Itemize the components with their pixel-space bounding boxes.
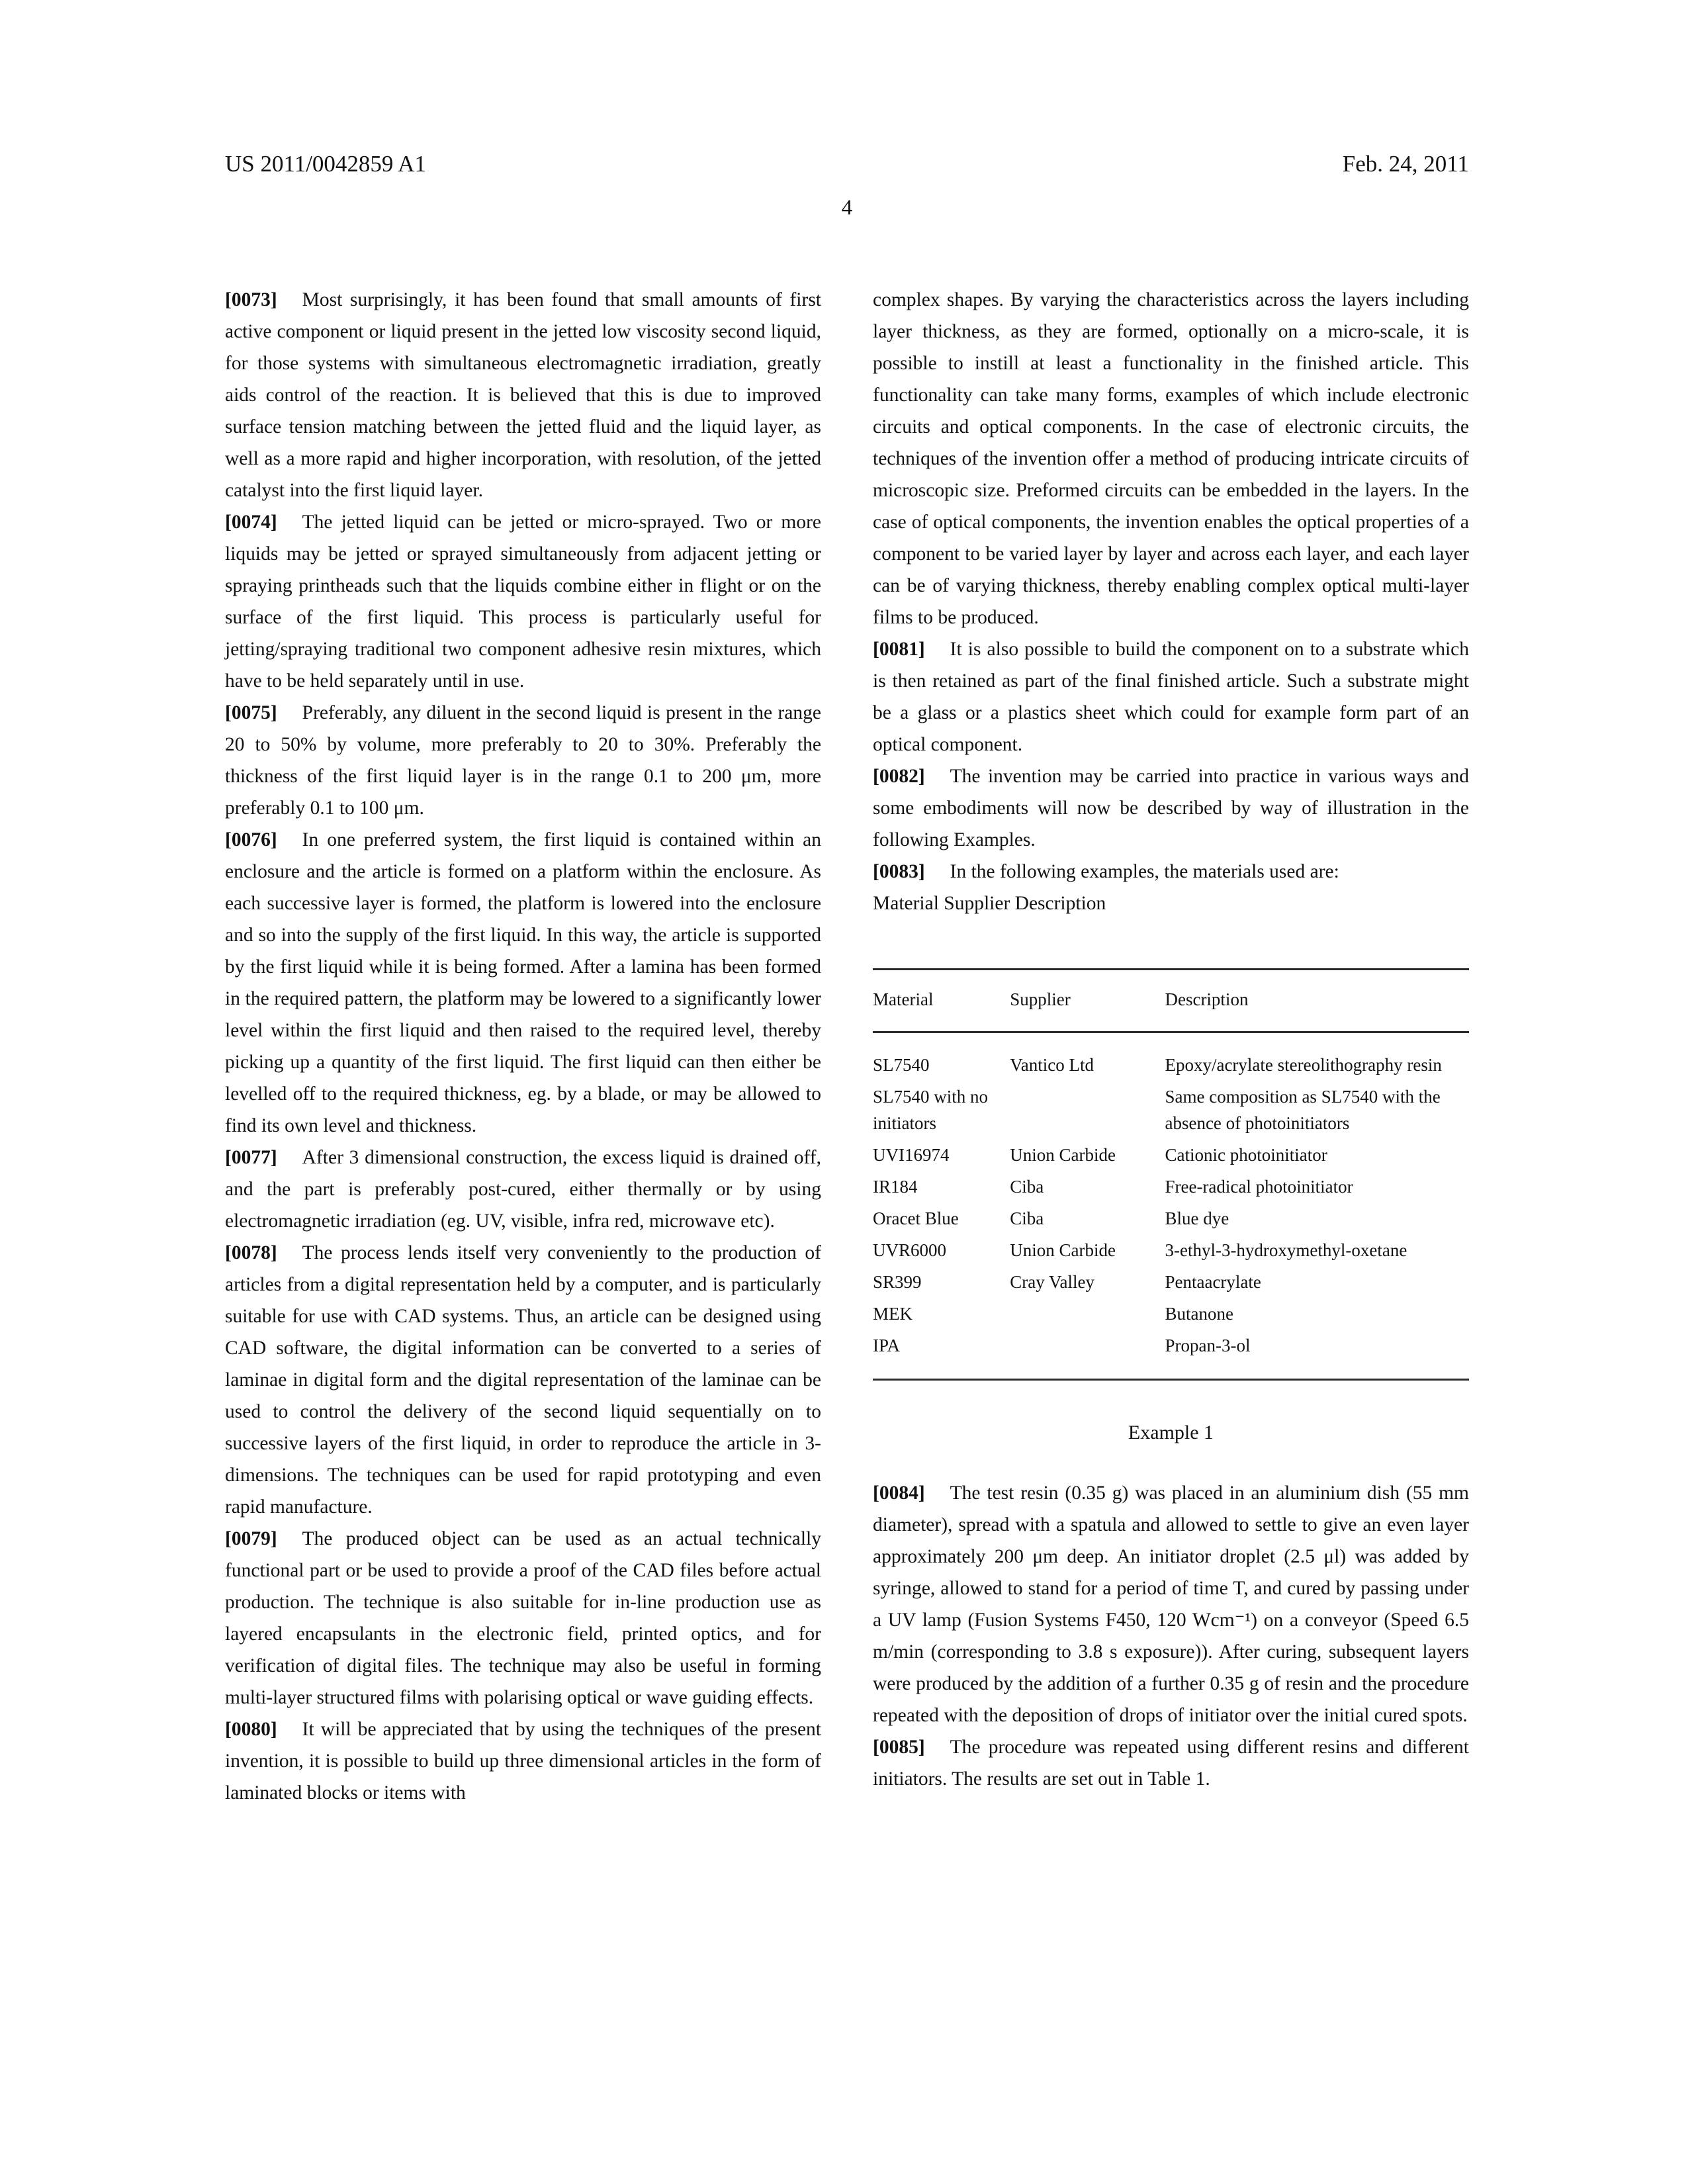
table-cell: Propan-3-ol [1165,1336,1251,1355]
table-cell [1010,1330,1165,1380]
table-cell: IPA [873,1336,901,1355]
paragraph: [0080] It will be appreciated that by using the techniques of the present invention, it is possible to build up three dimensional articles in the form of laminated blocks or items with [225,1719,821,1803]
column-header: Material [873,970,1010,1032]
paragraph: [0075] Preferably, any diluent in the second liquid is present in the range 20 to 50% by volume, more preferably to 20 to 30%. Preferably the thickness of the first liquid layer is in the range 0.1 to 200 μm, more preferably 0.1 to 100 μm. [225,702,821,819]
right-column-intro-paragraphs [873,284,1469,919]
paragraph-number: [0075] [225,702,277,723]
paragraph-number: [0073] [225,289,277,310]
table-cell: Epoxy/acrylate stereolithography resin [1165,1055,1442,1075]
paragraph-number: [0076] [225,829,277,850]
table-cell: Ciba [1010,1177,1044,1197]
paragraph-number: [0084] [873,1482,925,1504]
example-paragraphs [873,1477,1469,1795]
paragraph: [0081] It is also possible to build the component on to a substrate which is then retained as part of the final finished article. Such a substrate might be a glass or a plastics sheet which could for example form part of an optical component. [873,639,1469,755]
materials-table [873,968,1469,1381]
table-cell: UVI16974 [873,1145,950,1165]
left-column-paragraphs [225,284,821,1809]
materials-table-body [873,1032,1469,1380]
table-cell: Pentaacrylate [1165,1272,1261,1292]
table-cell: IR184 [873,1177,918,1197]
table-cell: SL7540 [873,1055,930,1075]
table-cell: Vantico Ltd [1010,1055,1094,1075]
paragraph: [0083] In the following examples, the materials used are: [873,861,1339,882]
page-header [225,151,1469,177]
table-row [873,1266,1469,1298]
table-row [873,1171,1469,1203]
paragraph: [0074] The jetted liquid can be jetted or micro-sprayed. Two or more liquids may be jetted or sprayed simultaneously from adjacent jetting or spraying printheads such that the liquids combine either in flight or on the surface of the first liquid. This process is particularly useful for jetting/spraying traditional two component adhesive resin mixtures, which have to be held separately until in use. [225,512,821,692]
two-column-body [225,284,1469,1809]
table-row [873,1139,1469,1171]
paragraph: [0077] After 3 dimensional construction, the excess liquid is drained off, and the part is preferably post-cured, either thermally or by using electromagnetic irradiation (eg. UV, visible, infra red, microwave etc). [225,1147,821,1232]
paragraph: Material Supplier Description [873,893,1106,914]
table-row [873,1203,1469,1234]
paragraph-number: [0078] [225,1242,277,1263]
table-row [873,1032,1469,1081]
example-heading: Example 1 [1128,1422,1214,1443]
table-cell: Butanone [1165,1304,1233,1324]
table-cell: Free-radical photoinitiator [1165,1177,1353,1197]
table-cell: Cray Valley [1010,1272,1094,1292]
paragraph-number: [0081] [873,639,925,660]
table-cell: SR399 [873,1272,922,1292]
patent-number: US 2011/0042859 A1 [225,151,427,177]
paragraph-number: [0079] [225,1528,277,1549]
page-number: 4 [841,196,853,220]
table-cell: Oracet Blue [873,1208,959,1228]
publication-date: Feb. 24, 2011 [1342,151,1469,177]
table-cell: UVR6000 [873,1240,947,1260]
table-cell: Ciba [1010,1208,1044,1228]
paragraph-number: [0074] [225,512,277,533]
table-cell [1010,1081,1165,1139]
table-cell: SL7540 with no initiators [873,1087,989,1133]
table-header-row [873,970,1469,1032]
right-column [873,284,1469,1809]
table-cell [1010,1298,1165,1330]
paragraph: [0079] The produced object can be used as an actual technically functional part or be used to provide a proof of the CAD files before actual production. The technique is also suitable for in-line production use as layered encapsulants in the electronic field, printed optics, and for verification of digital files. The technique may also be useful in forming multi-layer structured films with polarising optical or wave guiding effects. [225,1528,821,1708]
materials-table-head [873,970,1469,1032]
paragraph-number: [0085] [873,1737,925,1758]
materials-table-section [873,968,1469,1381]
table-cell: Union Carbide [1010,1145,1116,1165]
table-row [873,1330,1469,1380]
table-row [873,1298,1469,1330]
left-column [225,284,821,1809]
table-row [873,1081,1469,1139]
column-header: Description [1165,970,1469,1032]
paragraph-number: [0077] [225,1147,277,1168]
paragraph: [0084] The test resin (0.35 g) was placed in an aluminium dish (55 mm diameter), spread with a spatula and allowed to settle to give an even layer approximately 200 μm deep. An initiator droplet (2.5 μl) was added by syringe, allowed to stand for a period of time T, and cured by passing under a UV lamp (Fusion Systems F450, 120 Wcm⁻¹) on a conveyor (Speed 6.5 m/min (corresponding to 3.8 s exposure)). After curing, subsequent layers were produced by the addition of a further 0.35 g of resin and the procedure repeated with the deposition of drops of initiator over the initial cured spots. [873,1482,1469,1726]
paragraph: [0085] The procedure was repeated using different resins and different initiators. The results are set out in Table 1. [873,1737,1469,1790]
table-row [873,1234,1469,1266]
paragraph-number: [0083] [873,861,925,882]
paragraph: [0082] The invention may be carried into practice in various ways and some embodiments will now be described by way of illustration in the following Examples. [873,766,1469,850]
paragraph: [0076] In one preferred system, the first liquid is contained within an enclosure and the article is formed on a platform within the enclosure. As each successive layer is formed, the platform is lowered into the enclosure and so into the supply of the first liquid. In this way, the article is supported by the first liquid while it is being formed. After a lamina has been formed in the required pattern, the platform may be lowered to a significantly lower level within the first liquid and then raised to the required level, thereby picking up a quantity of the first liquid. The first liquid can then either be levelled off to the required thickness, eg. by a blade, or may be allowed to find its own level and thickness. [225,829,821,1136]
table-cell: Cationic photoinitiator [1165,1145,1327,1165]
paragraph: complex shapes. By varying the characteristics across the layers including layer thickness, as they are formed, optionally on a micro-scale, it is possible to instill at least a functionality in the finished article. This functionality can take many forms, examples of which include electronic circuits and optical components. In the case of electronic circuits, the techniques of the invention offer a method of producing intricate circuits of microscopic size. Preformed circuits can be embedded in the layers. In the case of optical components, the invention enables the optical properties of a component to be varied layer by layer and across each layer, and each layer can be of varying thickness, thereby enabling complex optical multi-layer films to be produced. [873,289,1469,628]
table-cell: 3-ethyl-3-hydroxymethyl-oxetane [1165,1240,1407,1260]
table-cell: Blue dye [1165,1208,1229,1228]
paragraph: [0078] The process lends itself very conveniently to the production of articles from a digital representation held by a computer, and is particularly suitable for use with CAD systems. Thus, an article can be designed using CAD software, the digital information can be converted to a series of laminae in digital form and the digital representation of the laminae can be used to control the delivery of the second liquid sequentially on to successive layers of the first liquid, in order to reproduce the article in 3-dimensions. The techniques can be used for rapid prototyping and even rapid manufacture. [225,1242,821,1518]
table-cell: Same composition as SL7540 with the absence of photoinitiators [1165,1087,1441,1133]
paragraph: [0073] Most surprisingly, it has been found that small amounts of first active component or liquid present in the jetted low viscosity second liquid, for those systems with simultaneous electromagnetic irradiation, greatly aids control of the reaction. It is believed that this is due to improved surface tension matching between the jetted fluid and the liquid layer, as well as a more rapid and higher incorporation, with resolution, of the jetted catalyst into the first liquid layer. [225,289,821,501]
table-cell: MEK [873,1304,913,1324]
paragraph-number: [0080] [225,1719,277,1740]
column-header: Supplier [1010,970,1165,1032]
table-cell: Union Carbide [1010,1240,1116,1260]
paragraph-number: [0082] [873,766,925,787]
